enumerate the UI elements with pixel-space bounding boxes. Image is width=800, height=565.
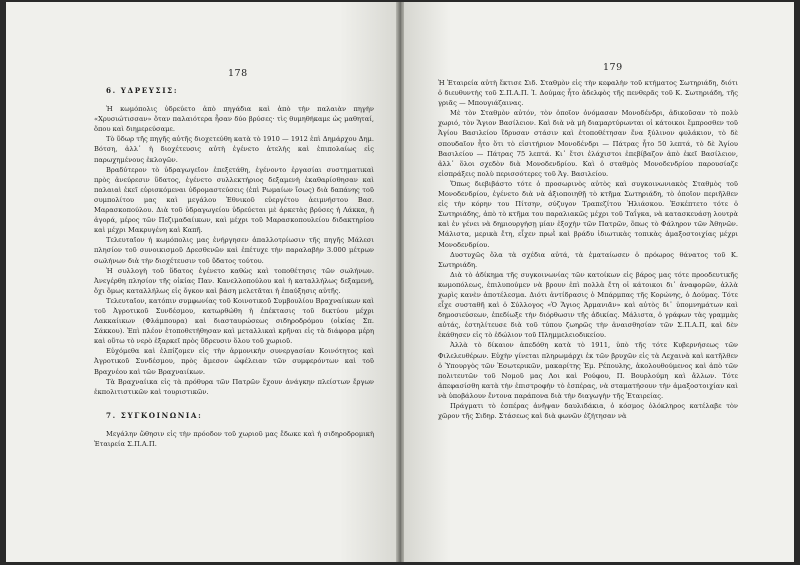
left-page-text (94, 86, 374, 449)
right-page-text (438, 78, 738, 421)
right-page (404, 2, 794, 562)
section-heading-water: 6. ΥΔΡΕΥΣΙΣ: (106, 86, 179, 95)
paragraph: Ἡ συλλογὴ τοῦ ὕδατος ἐγένετο καθὼς καὶ τοποθέτησις τῶν σωλήνων. Ἀνεγέρθη πλησίον τῆς οἰκίας Παν. Κανελλοπούλου καὶ ἡ καταλλήλως δεξαμενή, ὄχι ὅμως καταλλήλως εἰς ὄγκον καὶ βάση μελετᾶται ἡ ἐπαύξησις αὐτῆς. (94, 266, 374, 295)
left-page (6, 2, 398, 562)
paragraph: Μεγάλην ὤθησιν εἰς τὴν πρόοδον τοῦ χωριοῦ μας ἔδωκε καὶ ἡ σιδηροδρομικὴ Ἑταιρεία Σ.Π.Α.Π. (94, 429, 374, 448)
paragraph: Ἀλλὰ τὸ δίκαιον ἀπεδόθη κατὰ τὸ 1911, ὑπὸ τῆς τότε Κυβερνήσεως τῶν Φιλελευθέρων. Εὐχὴν γίνεται πληρωμάρχι ἐκ τῶν βρυχῶν εἰς τὰ Λεχαινὰ καὶ κατῆλθεν ὁ Ὑπουργὸς τῶν Ἐσωτερικῶν, μακαρίτης Ἐμ. Ρέπουλης, ἀκολουθούμενος καὶ ἀπὸ τῶν πολιτευτῶν τοῦ Νομοῦ μας Λοι καὶ Ρούφου, Π. Βουρλούμη καὶ ἄλλων. Τότε ἀπεφασίσθη κατὰ τὴν ἐπιστροφὴν τὸ ἑσπέρας, νὰ σταματήσουν τὴν ἁμαξοστοιχίαν καὶ νὰ ὑποβάλουν ἔντονα παράπονα διὰ τὴν διαγωγὴν τῆς Ἑταιρείας. (438, 341, 738, 400)
section-heading-communication: 7. ΣΥΓΚΟΙΝΩΝΙΑ: (106, 410, 203, 420)
paragraph: Βραδύτερον τὸ ὑδραγωγεῖον ἐπεξετάθη, ἐγένοντο ἐργασίαι συστηματικαὶ πρὸς ἀνεύρεσιν ὕδατος, ἐγένετο συλλεκτήριος δεξαμενὴ ἐκαθαρίσθησαν καὶ παλαιαὶ ἐκεῖ εὑρισκόμεναι ὑδρομαστεύσεις (ἐπὶ Ρωμαίων ἴσως) διὰ δαπάνης τοῦ συμπολίτου μας καὶ μεγάλου Ἐθνικοῦ εὐεργέτου ἀειμνήστου Βασ. Μαρασκοπούλου. Διὰ τοῦ ὑδραγωγείου ὑδρεύεται μὲ ἀρκετὰς βρύσες ἡ Λάκκα, ἡ ἀγορά, μέρος τῶν Πεζιμαδαίικων, καὶ μέχρι τοῦ Μαρασκοπουλείου διδακτηρίου καὶ μέχρι Μακρυγένη καὶ Καπῆ. (94, 165, 374, 235)
paragraph: Δυστυχῶς ὅλα τὰ σχέδια αὐτά, τὰ ἐματαίωσεν ὁ πρόωρος θάνατος τοῦ Κ. Σωτηριάδη. (438, 250, 738, 269)
paragraph: Ἡ κωμόπολις ὑδρεύετο ἀπὸ πηγάδια καὶ ἀπὸ τὴν παλαιὰν πηγὴν «Χρυσιώτισσαν» ὅταν παλαιότερα ἦσαν δύο βρύσες· τὶς θυμηθήκαμε ὡς μαθηταί, ὅπου καὶ διημερεύσαμε. (94, 105, 374, 134)
paragraph: Τὰ Βραχναίικα εἰς τὰ πρόθυρα τῶν Πατρῶν ἔχουν ἀνάγκην πλείστων ἔργων ἐκπολιτιστικῶν καὶ τουριστικῶν. (94, 377, 374, 396)
paragraph: Τελευταῖον, κατόπιν συμφωνίας τοῦ Κοινοτικοῦ Συμβουλίου Βραχναίικων καὶ τοῦ Ἀγροτικοῦ Συνδέσμου, κατωρθώθη ἡ ἐπέκτασις τοῦ δικτύου μέχρι Λακκαίικων (Φλάμπουρα) καὶ διασταυρώσεως σιδηροδρόμου (οἰκίας Σπ. Σάκκου). Ἐπὶ πλέον ἐτοποθετήθησαν καὶ μεταλλικαὶ κρῆναι εἰς τὰ διάφορα μέρη καὶ οὕτω τὸ νερὸ ἐξαρκεῖ πρὸς ὕδρευσιν ὅλου τοῦ χωριοῦ. (94, 296, 374, 346)
paragraph: Τὸ ὕδωρ τῆς πηγῆς αὐτῆς διοχετεύθη κατὰ τὸ 1910 — 1912 ἐπὶ Δημάρχου Δημ. Βότση, ἀλλ᾽ ἡ διοχέτευσις αὐτὴ ἐγένετο ἀτελὴς καὶ ἐπιπολαίως εἰς παρωχημένους ἐκλογῶν. (94, 135, 374, 164)
paragraph: Ἡ Ἑταιρεία αὐτὴ ἔκτισε Σιδ. Σταθμὸν εἰς τὴν κεφαλὴν τοῦ κτήματος Σωτηριάδη, διότι ὁ διευθυντὴς τοῦ Σ.Π.Α.Π. Ἰ. Δούμας ἦτο ἀδελφὸς τῆς πενθερᾶς τοῦ Κ. Σωτηριάδη, τῆς γριᾶς — Μπουγιάζαινας. (438, 79, 738, 108)
paragraph: Μὲ τὸν Σταθμὸν αὐτόν, τὸν ὁποῖον ὀνόμασαν Μονοδένδρι, ἀδικοῦσαν τὸ πολὺ χωριό, τὸν Ἅγιον Βασίλειον. Καὶ διὰ νὰ μὴ διαμαρτύρωνται οἱ κάτοικοι ἔμπροσθεν τοῦ Ἁγίου Βασιλείου ἵδρυσαν στάσιν καὶ ἐτοποθέτησαν ἕνα ξύλινον φυλάκιον, τὸ δὲ σπουδαῖον ἦτο ὅτι τὸ εἰσιτήριον Μονοδένδρι — Πάτρας ἦτο 50 λεπτά, τὸ δὲ Ἁγίου Βασιλείου — Πάτρας 75 λεπτά. Κι᾽ ἔτσι ἐλάχιστοι ἐπεβίβαζον ἀπὸ ἐκεῖ Βασίλειον, ἀλλ᾽ ὅλοι σχεδὸν διὰ Μονοδενδρίου. Καὶ ὁ σταθμὸς Μονοδενδρίου παρουσίαζε εἰσπράξεις πολὺ περισσότερες τοῦ Ἁγ. Βασιλείου. (438, 109, 738, 178)
book-spread (6, 2, 794, 562)
paragraph: Πράγματι τὸ ἑσπέρας ἀνῆψαν δαυλιδάκια, ὁ κόσμος ὁλόκληρος κατέλαβε τὸν χῶρον τῆς Σιδηρ. Στάσεως καὶ διὰ φωνῶν ἐζήτησαν νὰ (438, 402, 738, 421)
paragraph: Τελευταῖον ἡ κωμόπολις μας ἐνήργησεν ἀπαλλοτρίωσιν τῆς πηγῆς Μάλεσι πλησίον τοῦ συνοικισμοῦ Δρεσθενῶν καὶ ἐπέτυχε τὴν παραλαβὴν 3.000 μέτρων σωλήνων διὰ τὴν διοχέτευσιν τοῦ ὕδατος τούτου. (94, 236, 374, 265)
paragraph: Ὅπως διεβιβάστο τότε ὁ προσωρινὸς αὐτὸς καὶ συγκοινωνιακὸς Σταθμὸς τοῦ Μονοδενδρίου, ἐγένετο διὰ νὰ ἀξιοποιηθῇ τὸ κτῆμα Σωτηριάδη, τὸ ὁποῖον περιῆλθεν εἰς τὴν κόρην του Πίτσην, σύζυγον Τραπεζίτου Ἠλιάσκου. Ἐσκέπτετο τότε ὁ Σωτηριάδης, ἀπὸ τὸ κτῆμα του παραλιακῶς μέχρι τοῦ Ταΐγκα, νὰ κατασκευάσῃ λουτρὰ καὶ ἐν γένει νὰ δημιουργήσῃ μίαν ἐξοχὴν τῶν Πατρῶν, ὅπως τὸ Φάληρον τῶν Ἀθηνῶν. Μάλιστα, μερικὰ ἔτη, εἶχεν πρωῒ καὶ βράδυ ἰδιωτικὰς τοπικὰς ἁμαξοστοιχίας μέχρι Μονοδενδρίου. (438, 179, 738, 249)
page-number: 178 (228, 68, 248, 79)
paragraph: Εὐχόμεθα καὶ ἐλπίζομεν εἰς τὴν ἁρμονικὴν συνεργασίαν Κοινότητος καὶ Ἀγροτικοῦ Συνδέσμου, πρὸς ἄμεσον ὠφέλειαν τῶν συμφερόντων καὶ τοῦ Βραχνέου καὶ τῶν Βραχναιίκων. (94, 347, 374, 376)
page-number: 179 (603, 62, 623, 73)
paragraph: Διὰ τὸ ἀδίκημα τῆς συγκοινωνίας τῶν κατοίκων εἰς βάρος μας τότε προοδευτικῆς κωμοπόλεως, ἐπιλυπούμεν νὰ βρουν ἐπὶ πολλὰ ἔτη οἱ κάτοικοι δι᾽ ἀναφορῶν, ἀλλὰ χωρὶς κανὲν ἀποτέλεσμα. Διότι ἀντίδρασις ὁ Μπάρμπας τῆς Κορώνης, ὁ Δούμας. Τότε εἶχε συσταθῆ καὶ ὁ Σύλλογος «Ὁ Ἅγιος Ἀρμανιᾶν» καὶ αὐτὸς δι᾽ ὑπομνημάτων καὶ δημοσιεύσεων, ἐπεδίωξε τὴν διόρθωσιν τῆς ἀδικίας. Μάλιστα, ὁ γράφων τὰς γραμμὰς αὐτάς, ἐστηλίτευσε διὰ τοῦ τύπου ζωηρῶς τὴν ἀναισθησίαν τῶν Σ.Π.Α.Π, καὶ δὲν ἐκάθησεν εἰς τὸ ἑδώλιον τοῦ Πλημμελειοδικείου. (438, 270, 738, 340)
